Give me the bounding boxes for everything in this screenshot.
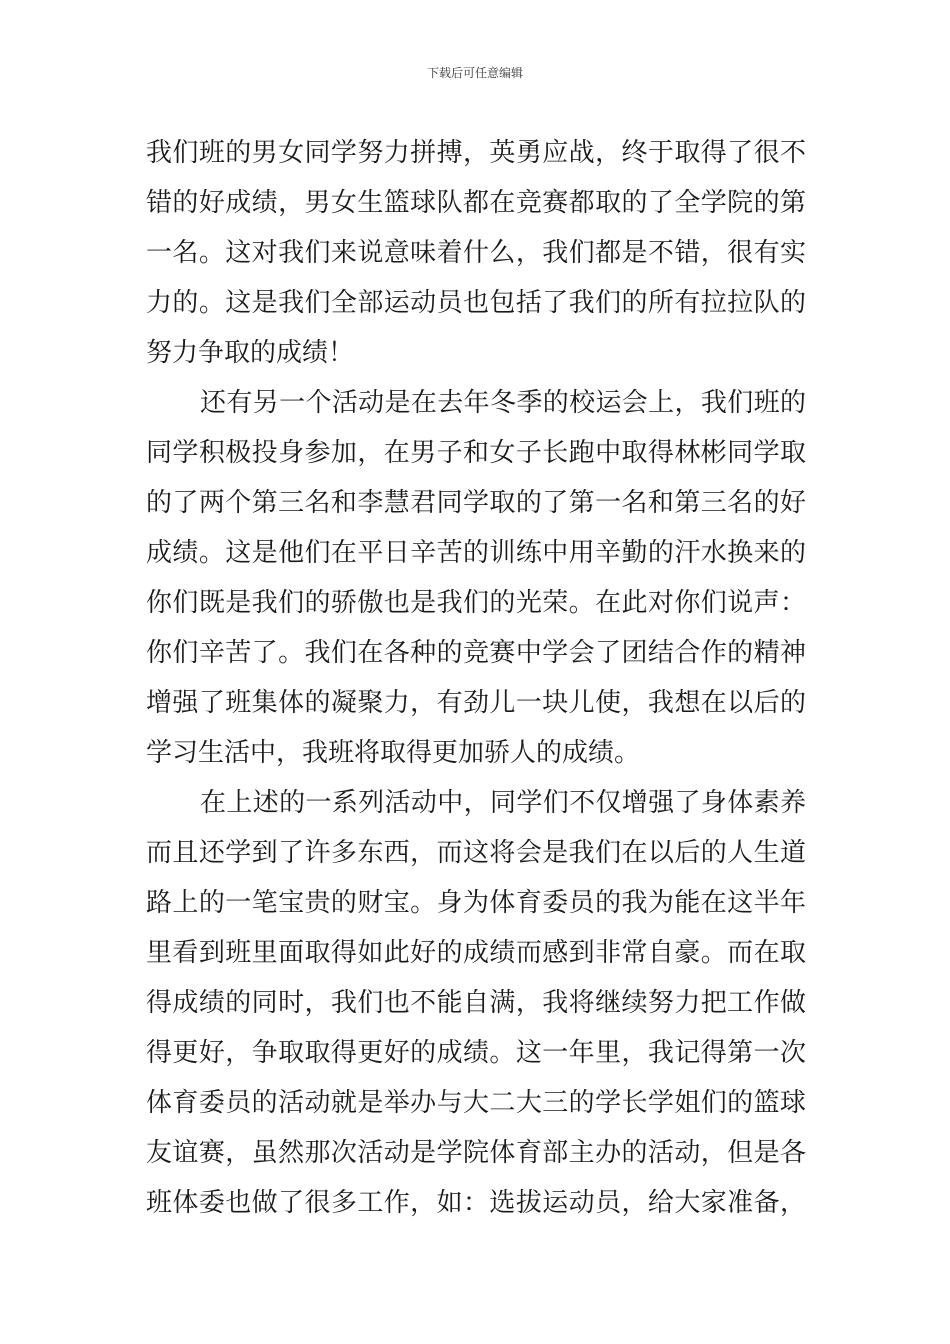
text-line: 同学积极投身参加，在男子和女子长跑中取得林彬同学取 [146,438,806,468]
text-line: 增强了班集体的凝聚力，有劲儿一块儿使，我想在以后的 [146,688,806,718]
text-line: 我们班的男女同学努力拼搏，英勇应战，终于取得了很不 [146,138,806,168]
text-line: 里看到班里面取得如此好的成绩而感到非常自豪。而在取 [146,938,806,968]
text-line: 你们辛苦了。我们在各种的竞赛中学会了团结合作的精神 [146,638,806,668]
text-line: 而且还学到了许多东西，而这将会是我们在以后的人生道 [146,838,806,868]
text-line: 还有另一个活动是在去年冬季的校运会上，我们班的 [200,388,806,418]
text-line: 友谊赛，虽然那次活动是学院体育部主办的活动，但是各 [146,1138,806,1168]
text-line: 路上的一笔宝贵的财宝。身为体育委员的我为能在这半年 [146,888,806,918]
text-line: 得成绩的同时，我们也不能自满，我将继续努力把工作做 [146,988,806,1018]
text-line: 你们既是我们的骄傲也是我们的光荣。在此对你们说声： [146,588,806,618]
page-header: 下载后可任意编辑 [426,66,523,80]
paragraph-3 [146,778,806,1228]
text-line: 努力争取的成绩！ [146,338,355,368]
text-line: 错的好成绩，男女生篮球队都在竞赛都取的了全学院的第 [146,188,806,218]
text-line: 成绩。这是他们在平日辛苦的训练中用辛勤的汗水换来的 [146,538,806,568]
text-line: 得更好，争取取得更好的成绩。这一年里，我记得第一次 [146,1038,806,1068]
document-body [146,128,806,1228]
text-line: 力的。这是我们全部运动员也包括了我们的所有拉拉队的 [146,288,806,318]
text-line: 学习生活中，我班将取得更加骄人的成绩。 [146,738,641,768]
text-line: 一名。这对我们来说意味着什么，我们都是不错，很有实 [146,238,806,268]
paragraph-1 [146,128,806,378]
text-line: 在上述的一系列活动中，同学们不仅增强了身体素养 [200,788,806,818]
paragraph-2 [146,378,806,778]
text-line: 的了两个第三名和李慧君同学取的了第一名和第三名的好 [146,488,806,518]
text-line: 体育委员的活动就是举办与大二大三的学长学姐们的篮球 [146,1088,806,1118]
text-line: 班体委也做了很多工作，如：选拔运动员，给大家准备， [146,1188,806,1218]
